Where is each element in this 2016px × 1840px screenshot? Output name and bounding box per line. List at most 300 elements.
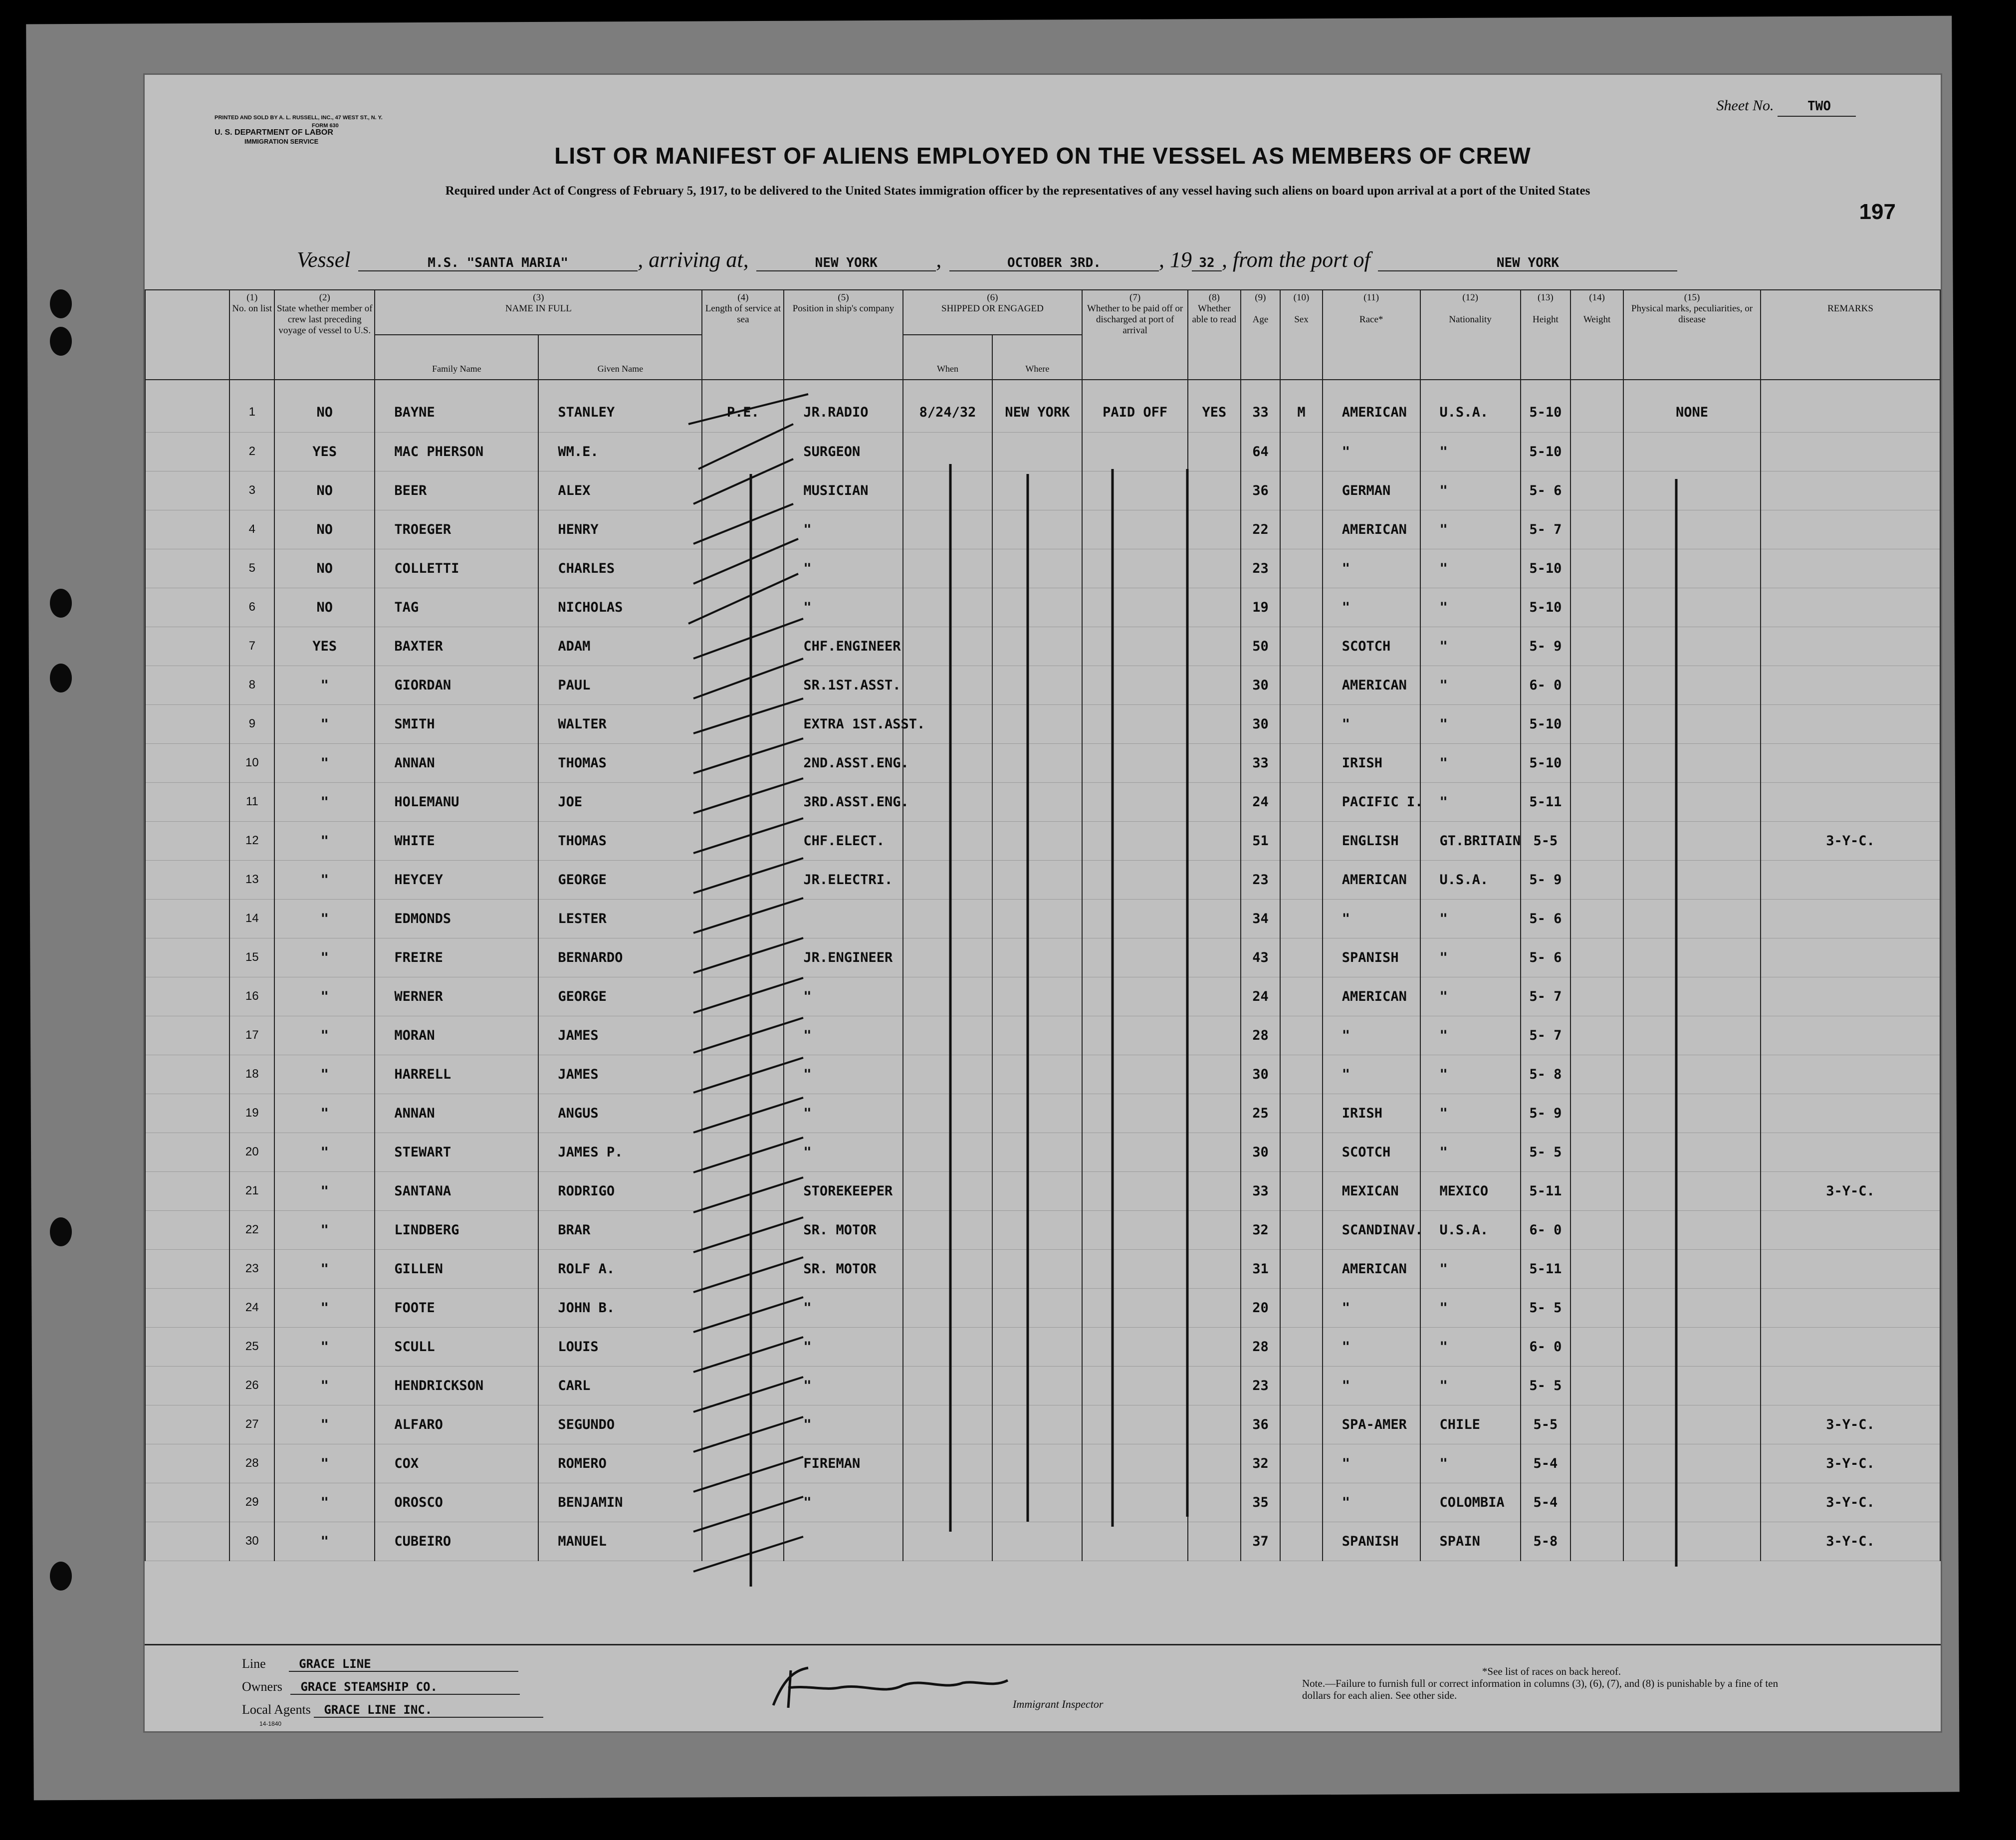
race-cell: ENGLISH — [1323, 821, 1420, 860]
race-cell: " — [1323, 1288, 1420, 1327]
row-number-cell: 3 — [229, 471, 274, 510]
given-name-cell: LESTER — [538, 899, 702, 938]
nationality-cell: " — [1420, 1133, 1521, 1171]
paid-off-cell — [1082, 704, 1188, 743]
physical-marks-cell — [1623, 704, 1761, 743]
remarks-cell — [1761, 938, 1940, 977]
shipped-when-cell — [903, 977, 993, 1016]
given-name-cell: MANUEL — [538, 1522, 702, 1561]
previous-voyage-cell: " — [274, 899, 375, 938]
shipped-where-cell — [992, 1405, 1082, 1444]
length-of-service-cell — [702, 1366, 784, 1405]
shipped-when-cell — [903, 821, 993, 860]
table-row — [145, 1055, 1940, 1094]
sex-cell — [1280, 938, 1323, 977]
race-cell: IRISH — [1323, 743, 1420, 782]
weight-cell — [1570, 899, 1623, 938]
family-name-cell: OROSCO — [375, 1483, 538, 1522]
height-cell: 5-10 — [1521, 743, 1571, 782]
given-name-cell: JAMES — [538, 1016, 702, 1055]
row-number-cell: 7 — [229, 627, 274, 666]
shipped-where-cell — [992, 782, 1082, 821]
remarks-cell: 3-Y-C. — [1761, 1483, 1940, 1522]
remarks-cell: 3-Y-C. — [1761, 821, 1940, 860]
sex-cell — [1280, 588, 1323, 627]
length-of-service-cell — [702, 782, 784, 821]
margin-cell-cell — [145, 1210, 229, 1249]
weight-cell — [1570, 1522, 1623, 1561]
shipped-where-cell — [992, 860, 1082, 899]
previous-voyage-cell: NO — [274, 510, 375, 549]
height-cell: 5- 6 — [1521, 471, 1571, 510]
shipped-where-cell — [992, 588, 1082, 627]
col-physical-marks-header: (15) Physical marks, peculiarities, or disease — [1623, 290, 1761, 380]
race-cell: " — [1323, 1016, 1420, 1055]
previous-voyage-cell: " — [274, 977, 375, 1016]
sex-cell — [1280, 782, 1323, 821]
row-number-cell: 30 — [229, 1522, 274, 1561]
weight-cell — [1570, 938, 1623, 977]
length-of-service-cell — [702, 1016, 784, 1055]
race-cell: MEXICAN — [1323, 1171, 1420, 1210]
shipped-when-cell — [903, 1366, 993, 1405]
sex-cell — [1280, 899, 1323, 938]
row-number-cell: 2 — [229, 432, 274, 471]
length-of-service-cell — [702, 1171, 784, 1210]
paid-off-cell — [1082, 977, 1188, 1016]
remarks-cell: 3-Y-C. — [1761, 1444, 1940, 1483]
length-of-service-cell — [702, 471, 784, 510]
sex-cell — [1280, 549, 1323, 588]
previous-voyage-cell: NO — [274, 380, 375, 432]
physical-marks-cell — [1623, 510, 1761, 549]
shipped-when-cell — [903, 471, 993, 510]
nationality-cell: " — [1420, 782, 1521, 821]
owners-label: Owners — [242, 1679, 282, 1694]
binder-hole — [50, 289, 72, 318]
paid-off-cell — [1082, 588, 1188, 627]
col-given-name-header: Given Name — [538, 335, 702, 380]
weight-cell — [1570, 510, 1623, 549]
page-title: LIST OR MANIFEST OF ALIENS EMPLOYED ON THE VESSEL AS MEMBERS OF CREW — [554, 143, 1531, 169]
date-separator: , — [936, 247, 942, 272]
length-of-service-cell — [702, 1210, 784, 1249]
table-row — [145, 471, 1940, 510]
position-cell: " — [784, 1094, 902, 1133]
table-row — [145, 1249, 1940, 1288]
race-cell: AMERICAN — [1323, 860, 1420, 899]
given-name-cell: WM.E. — [538, 432, 702, 471]
age-cell: 30 — [1241, 666, 1280, 704]
manifest-sheet — [145, 75, 1941, 1731]
remarks-cell — [1761, 510, 1940, 549]
sex-cell — [1280, 1171, 1323, 1210]
shipped-where-cell — [992, 432, 1082, 471]
binder-hole — [50, 664, 72, 692]
family-name-cell: TROEGER — [375, 510, 538, 549]
length-of-service-cell — [702, 1483, 784, 1522]
nationality-cell: COLOMBIA — [1420, 1483, 1521, 1522]
paid-off-cell — [1082, 860, 1188, 899]
position-cell: CHF.ENGINEER — [784, 627, 902, 666]
physical-marks-cell — [1623, 666, 1761, 704]
given-name-cell: THOMAS — [538, 743, 702, 782]
family-name-cell: ANNAN — [375, 743, 538, 782]
family-name-cell: BEER — [375, 471, 538, 510]
length-of-service-cell — [702, 938, 784, 977]
shipped-where-cell — [992, 1094, 1082, 1133]
height-cell: 5-4 — [1521, 1483, 1571, 1522]
previous-voyage-cell: " — [274, 1288, 375, 1327]
height-cell: 5-5 — [1521, 821, 1571, 860]
height-cell: 6- 0 — [1521, 1210, 1571, 1249]
family-name-cell: SANTANA — [375, 1171, 538, 1210]
position-cell: " — [784, 1288, 902, 1327]
margin-cell-cell — [145, 432, 229, 471]
row-number-cell: 24 — [229, 1288, 274, 1327]
col-sex-header: (10) Sex — [1280, 290, 1323, 380]
position-cell: " — [784, 977, 902, 1016]
race-cell: IRISH — [1323, 1094, 1420, 1133]
race-cell: AMERICAN — [1323, 977, 1420, 1016]
shipped-where-cell — [992, 1366, 1082, 1405]
table-row — [145, 666, 1940, 704]
remarks-cell — [1761, 860, 1940, 899]
weight-cell — [1570, 380, 1623, 432]
previous-voyage-cell: " — [274, 1483, 375, 1522]
sex-cell — [1280, 1249, 1323, 1288]
row-number-cell: 20 — [229, 1133, 274, 1171]
col-remarks-header: REMARKS — [1761, 290, 1940, 380]
margin-cell-cell — [145, 1366, 229, 1405]
race-cell: AMERICAN — [1323, 510, 1420, 549]
position-cell: " — [784, 588, 902, 627]
age-cell: 28 — [1241, 1016, 1280, 1055]
race-cell: SCOTCH — [1323, 1133, 1420, 1171]
previous-voyage-cell: " — [274, 1016, 375, 1055]
table-row — [145, 627, 1940, 666]
nationality-cell: " — [1420, 1444, 1521, 1483]
nationality-cell: " — [1420, 704, 1521, 743]
previous-voyage-cell: NO — [274, 588, 375, 627]
row-number-cell: 10 — [229, 743, 274, 782]
length-of-service-cell — [702, 743, 784, 782]
previous-voyage-cell: " — [274, 1327, 375, 1366]
paid-off-cell: PAID OFF — [1082, 380, 1188, 432]
length-of-service-cell — [702, 1133, 784, 1171]
family-name-cell: SMITH — [375, 704, 538, 743]
shipped-where-cell — [992, 977, 1082, 1016]
physical-marks-cell — [1623, 1094, 1761, 1133]
year-prefix: , 19 — [1158, 247, 1192, 272]
position-cell: " — [784, 1327, 902, 1366]
row-number-cell: 13 — [229, 860, 274, 899]
sex-cell — [1280, 471, 1323, 510]
able-to-read-cell — [1188, 860, 1241, 899]
line-value: GRACE LINE — [289, 1657, 518, 1672]
sex-cell — [1280, 1366, 1323, 1405]
binder-hole — [50, 1562, 72, 1591]
family-name-cell: MORAN — [375, 1016, 538, 1055]
length-of-service-cell — [702, 666, 784, 704]
sex-cell — [1280, 1133, 1323, 1171]
race-cell: SCOTCH — [1323, 627, 1420, 666]
able-to-read-cell — [1188, 1171, 1241, 1210]
department-name: U. S. DEPARTMENT OF LABOR — [215, 128, 333, 137]
shipped-when-cell — [903, 627, 993, 666]
col-number-header: (1) No. on list — [229, 290, 274, 380]
race-cell: SPA-AMER — [1323, 1405, 1420, 1444]
table-row — [145, 1094, 1940, 1133]
previous-voyage-cell: " — [274, 1366, 375, 1405]
length-of-service-cell — [702, 1327, 784, 1366]
paid-off-cell — [1082, 1483, 1188, 1522]
shipped-when-cell — [903, 549, 993, 588]
family-name-cell: ALFARO — [375, 1405, 538, 1444]
shipped-where-cell — [992, 938, 1082, 977]
from-port-label: , from the port of — [1221, 247, 1370, 272]
nationality-cell: " — [1420, 588, 1521, 627]
footer-note-penalty: Note.—Failure to furnish full or correct information in columns (3), (6), (7), and (8) is punishable by a fine of ten dollars for each alien. See other side. — [1302, 1677, 1779, 1701]
able-to-read-cell — [1188, 471, 1241, 510]
family-name-cell: SCULL — [375, 1327, 538, 1366]
table-row — [145, 1327, 1940, 1366]
height-cell: 5-10 — [1521, 588, 1571, 627]
shipped-where-cell — [992, 1444, 1082, 1483]
age-cell: 23 — [1241, 1366, 1280, 1405]
shipped-where-cell — [992, 666, 1082, 704]
family-name-cell: HEYCEY — [375, 860, 538, 899]
length-of-service-cell — [702, 1288, 784, 1327]
row-number-cell: 21 — [229, 1171, 274, 1210]
shipped-when-cell — [903, 1094, 993, 1133]
page-number: 197 — [1859, 200, 1896, 224]
nationality-cell: " — [1420, 432, 1521, 471]
length-of-service-cell — [702, 1405, 784, 1444]
margin-header — [145, 290, 229, 380]
physical-marks-cell — [1623, 1133, 1761, 1171]
owners-row — [242, 1679, 520, 1695]
age-cell: 28 — [1241, 1327, 1280, 1366]
footer-note — [1302, 1665, 1801, 1701]
paid-off-cell — [1082, 1210, 1188, 1249]
able-to-read-cell — [1188, 821, 1241, 860]
family-name-cell: HENDRICKSON — [375, 1366, 538, 1405]
table-row — [145, 977, 1940, 1016]
table-row — [145, 860, 1940, 899]
margin-cell-cell — [145, 380, 229, 432]
physical-marks-cell — [1623, 977, 1761, 1016]
nationality-cell: U.S.A. — [1420, 1210, 1521, 1249]
sheet-number-value: TWO — [1778, 99, 1856, 117]
agents-label: Local Agents — [242, 1702, 311, 1717]
race-cell: AMERICAN — [1323, 1249, 1420, 1288]
table-row — [145, 549, 1940, 588]
nationality-cell: " — [1420, 510, 1521, 549]
height-cell: 5- 6 — [1521, 938, 1571, 977]
shipped-when-cell — [903, 1522, 993, 1561]
paid-off-cell — [1082, 1055, 1188, 1094]
footer-note-races: *See list of races on back hereof. — [1482, 1665, 1621, 1677]
shipped-where-cell — [992, 899, 1082, 938]
table-row — [145, 1522, 1940, 1561]
given-name-cell: BRAR — [538, 1210, 702, 1249]
shipped-where-cell — [992, 1016, 1082, 1055]
height-cell: 5- 5 — [1521, 1133, 1571, 1171]
age-cell: 25 — [1241, 1094, 1280, 1133]
able-to-read-cell — [1188, 627, 1241, 666]
able-to-read-cell — [1188, 704, 1241, 743]
age-cell: 30 — [1241, 1055, 1280, 1094]
shipped-where-cell — [992, 704, 1082, 743]
given-name-cell: ALEX — [538, 471, 702, 510]
col-height-header: (13) Height — [1521, 290, 1571, 380]
position-cell: SURGEON — [784, 432, 902, 471]
age-cell: 36 — [1241, 1405, 1280, 1444]
margin-cell-cell — [145, 1133, 229, 1171]
nationality-cell: CHILE — [1420, 1405, 1521, 1444]
age-cell: 37 — [1241, 1522, 1280, 1561]
sex-cell — [1280, 627, 1323, 666]
position-cell: SR. MOTOR — [784, 1249, 902, 1288]
sex-cell: M — [1280, 380, 1323, 432]
shipped-when-cell — [903, 743, 993, 782]
col-nationality-header: (12) Nationality — [1420, 290, 1521, 380]
nationality-cell: " — [1420, 471, 1521, 510]
race-cell: " — [1323, 432, 1420, 471]
remarks-cell — [1761, 627, 1940, 666]
height-cell: 5- 5 — [1521, 1288, 1571, 1327]
position-cell: " — [784, 1016, 902, 1055]
height-cell: 5-5 — [1521, 1405, 1571, 1444]
position-cell: CHF.ELECT. — [784, 821, 902, 860]
age-cell: 23 — [1241, 860, 1280, 899]
weight-cell — [1570, 1133, 1623, 1171]
position-cell: 3RD.ASST.ENG. — [784, 782, 902, 821]
age-cell: 50 — [1241, 627, 1280, 666]
shipped-when-cell: 8/24/32 — [903, 380, 993, 432]
paid-off-cell — [1082, 1171, 1188, 1210]
given-name-cell: BENJAMIN — [538, 1483, 702, 1522]
shipped-when-cell — [903, 1405, 993, 1444]
previous-voyage-cell: " — [274, 1094, 375, 1133]
position-cell: JR.ELECTRI. — [784, 860, 902, 899]
margin-cell-cell — [145, 588, 229, 627]
nationality-cell: U.S.A. — [1420, 380, 1521, 432]
paid-off-cell — [1082, 1249, 1188, 1288]
age-cell: 43 — [1241, 938, 1280, 977]
length-of-service-cell — [702, 588, 784, 627]
weight-cell — [1570, 1210, 1623, 1249]
remarks-cell — [1761, 666, 1940, 704]
physical-marks-cell — [1623, 860, 1761, 899]
length-of-service-cell: P.E. — [702, 380, 784, 432]
table-row — [145, 821, 1940, 860]
table-row — [145, 1171, 1940, 1210]
race-cell: " — [1323, 899, 1420, 938]
family-name-cell: COLLETTI — [375, 549, 538, 588]
given-name-cell: GEORGE — [538, 860, 702, 899]
sex-cell — [1280, 1288, 1323, 1327]
physical-marks-cell — [1623, 1522, 1761, 1561]
col-age-header: (9) Age — [1241, 290, 1280, 380]
col-family-name-header: Family Name — [375, 335, 538, 380]
position-cell: 2ND.ASST.ENG. — [784, 743, 902, 782]
weight-cell — [1570, 627, 1623, 666]
remarks-cell — [1761, 1016, 1940, 1055]
printer-note: PRINTED AND SOLD BY A. L. RUSSELL, INC., 47 WEST ST., N. Y. — [215, 115, 383, 121]
physical-marks-cell — [1623, 471, 1761, 510]
able-to-read-cell — [1188, 510, 1241, 549]
length-of-service-cell — [702, 627, 784, 666]
table-row — [145, 938, 1940, 977]
position-cell: " — [784, 549, 902, 588]
margin-cell-cell — [145, 977, 229, 1016]
shipped-when-cell — [903, 510, 993, 549]
previous-voyage-cell: " — [274, 704, 375, 743]
shipped-when-cell — [903, 1327, 993, 1366]
length-of-service-cell — [702, 1055, 784, 1094]
height-cell: 5-8 — [1521, 1522, 1571, 1561]
remarks-cell — [1761, 549, 1940, 588]
given-name-cell: ROLF A. — [538, 1249, 702, 1288]
physical-marks-cell — [1623, 1016, 1761, 1055]
row-number-cell: 25 — [229, 1327, 274, 1366]
race-cell: SCANDINAV. — [1323, 1210, 1420, 1249]
able-to-read-cell — [1188, 1522, 1241, 1561]
given-name-cell: NICHOLAS — [538, 588, 702, 627]
nationality-cell: " — [1420, 899, 1521, 938]
shipped-where-cell — [992, 1171, 1082, 1210]
previous-voyage-cell: " — [274, 743, 375, 782]
table-row — [145, 743, 1940, 782]
margin-cell-cell — [145, 666, 229, 704]
height-cell: 5-11 — [1521, 1249, 1571, 1288]
age-cell: 36 — [1241, 471, 1280, 510]
previous-voyage-cell: " — [274, 666, 375, 704]
weight-cell — [1570, 821, 1623, 860]
physical-marks-cell: NONE — [1623, 380, 1761, 432]
remarks-cell — [1761, 1366, 1940, 1405]
physical-marks-cell — [1623, 1288, 1761, 1327]
shipped-where-cell — [992, 1327, 1082, 1366]
owners-value: GRACE STEAMSHIP CO. — [290, 1680, 520, 1695]
length-of-service-cell — [702, 860, 784, 899]
margin-cell-cell — [145, 1405, 229, 1444]
height-cell: 5-10 — [1521, 704, 1571, 743]
race-cell: " — [1323, 549, 1420, 588]
age-cell: 33 — [1241, 743, 1280, 782]
family-name-cell: EDMONDS — [375, 899, 538, 938]
sex-cell — [1280, 1522, 1323, 1561]
table-row — [145, 1133, 1940, 1171]
position-cell — [784, 1522, 902, 1561]
paid-off-cell — [1082, 432, 1188, 471]
margin-cell-cell — [145, 860, 229, 899]
given-name-cell: SEGUNDO — [538, 1405, 702, 1444]
physical-marks-cell — [1623, 821, 1761, 860]
shipped-when-cell — [903, 1249, 993, 1288]
height-cell: 5-11 — [1521, 782, 1571, 821]
weight-cell — [1570, 1094, 1623, 1133]
margin-cell-cell — [145, 899, 229, 938]
shipped-where-cell — [992, 821, 1082, 860]
height-cell: 5- 9 — [1521, 1094, 1571, 1133]
row-number-cell: 1 — [229, 380, 274, 432]
height-cell: 5- 9 — [1521, 627, 1571, 666]
height-cell: 5-10 — [1521, 549, 1571, 588]
family-name-cell: CUBEIRO — [375, 1522, 538, 1561]
